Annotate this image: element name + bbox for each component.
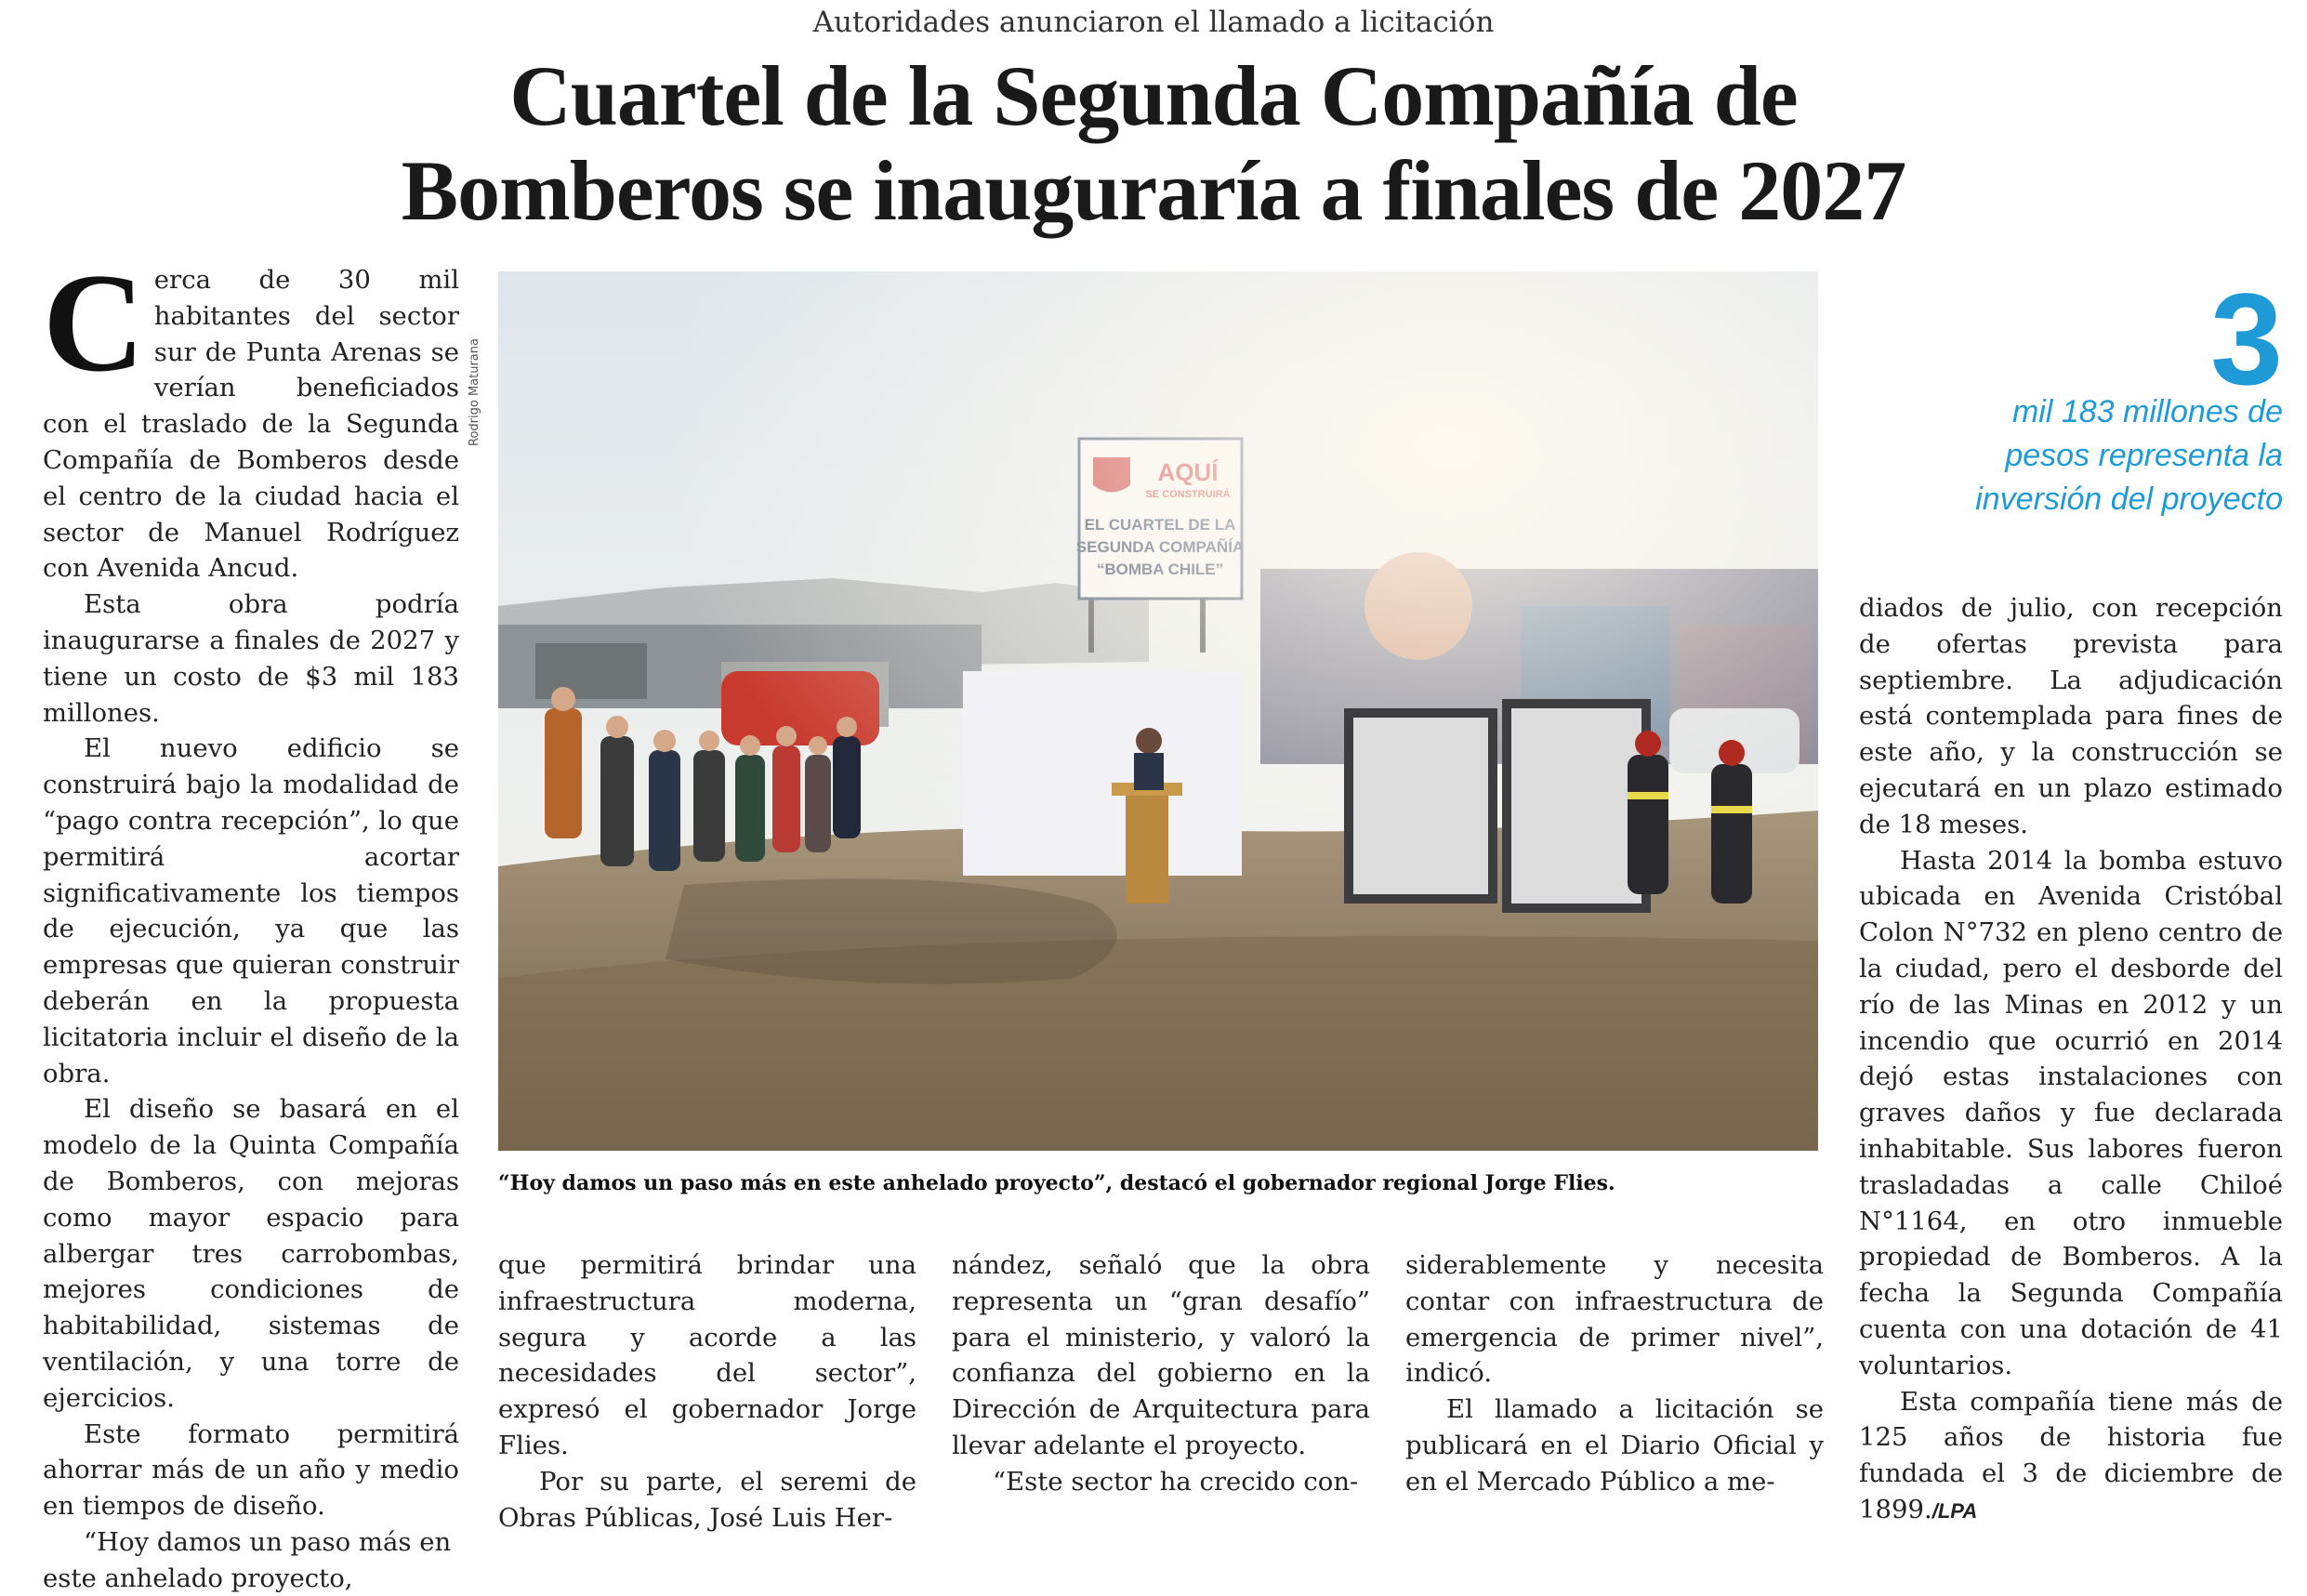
paragraph: diados de julio, con recepción de ofertas prevista para septiembre. La adjudicación está contemplada para fines de este año, y la construcción se ejecutará en un plazo estimado de 18 meses. xyxy=(1859,593,2283,839)
headline-line-1: Cuartel de la Segunda Compañía de xyxy=(509,48,1798,143)
headline-line-2: Bomberos se inauguraría a finales de 2027 xyxy=(401,143,1906,238)
paragraph xyxy=(43,244,459,587)
paragraph: “Hoy damos un paso más en este anhelado proyecto, xyxy=(43,1526,452,1593)
highlight-line-3: inversión del proyecto xyxy=(1975,481,2283,517)
paragraph: El llamado a licitación se publicará en el Diario Oficial y en el Mercado Público a me- xyxy=(1405,1394,1824,1497)
article-photo xyxy=(498,271,1818,1151)
paragraph: siderablemente y necesita contar con infraestructura de emergencia de primer nivel”, indicó. xyxy=(1405,1250,1824,1389)
article-column-3 xyxy=(952,1247,1370,1500)
highlight-text xyxy=(1850,390,2283,521)
paragraph xyxy=(1859,1384,2283,1530)
paragraph-text: Esta compañía tiene más de 125 años de historia fue fundada el 3 de diciembre de 1899. xyxy=(1859,1386,2283,1524)
paragraph: El diseño se basará en el modelo de la Quinta Compañía de Bomberos, con mejoras como mayor espacio para albergar tres carrobombas, mejores condiciones de habitabilidad, sistemas de ventilación, y una torre de ejercicios. xyxy=(43,1094,459,1413)
drop-cap: C xyxy=(43,244,145,401)
paragraph: Este formato permitirá ahorrar más de un año y medio en tiempos de diseño. xyxy=(43,1418,459,1522)
paragraph: “Este sector ha crecido con- xyxy=(993,1466,1359,1497)
kicker: Autoridades anunciaron el llamado a licitación xyxy=(812,6,1495,39)
photo-illustration xyxy=(498,271,1818,1151)
paragraph: Hasta 2014 la bomba estuvo ubicada en Avenida Cristóbal Colon N°732 en pleno centro de la ciudad, pero el desborde del río de las Minas en 2012 y un incendio que ocurrió en 2014 dejó estas instalaciones con graves daños y fue declarada inhabitable. Sus labores fueron trasladadas a calle Chiloé N°1164, en otro inmueble propiedad de Bomberos. A la fecha la Segunda Compañía cuenta con una dotación de 41 voluntarios. xyxy=(1859,845,2283,1380)
paragraph-text: erca de 30 mil habitantes del sector sur de Punta Arenas se verían beneficiados con el traslado de la Segunda Compañía de Bomberos desde el centro de la ciudad hacia el sector de Manuel Rodríguez con Avenida Ancud. xyxy=(43,265,459,584)
article-column-1 xyxy=(43,244,459,1596)
paragraph: que permitirá brindar una infraestructura moderna, segura y acorde a las necesidades del sector”, expresó el gobernador Jorge Flies. xyxy=(498,1250,916,1460)
article-column-2 xyxy=(498,1247,916,1536)
article-column-4 xyxy=(1405,1247,1824,1500)
author-signature: /LPA xyxy=(1931,1498,1978,1523)
photo-caption: “Hoy damos un paso más en este anhelado proyecto”, destacó el gobernador regional Jorge Flies. xyxy=(498,1171,1615,1195)
headline xyxy=(0,48,2307,238)
highlight-line-1: mil 183 millones de xyxy=(2011,394,2283,429)
highlight-line-2: pesos representa la xyxy=(2005,438,2283,473)
photo-credit: Rodrigo Maturana xyxy=(468,338,481,446)
paragraph: Esta obra podría inaugurarse a finales de 2027 y tiene un costo de $3 mil 183 millones. xyxy=(43,589,459,728)
highlight-number: 3 xyxy=(2210,266,2283,412)
paragraph: Por su parte, el seremi de Obras Públicas, José Luis Her- xyxy=(498,1466,916,1533)
paragraph: El nuevo edificio se construirá bajo la modalidad de “pago contra recepción”, lo que permitirá acortar significativamente los tiempos de ejecución, ya que las empresas que quieran construir deberán en la propuesta licitatoria incluir el diseño de la obra. xyxy=(43,733,459,1088)
paragraph: nández, señaló que la obra representa un “gran desafío” para el ministerio, y valoró la confianza del gobierno en la Dirección de Arquitectura para llevar adelante el proyecto. xyxy=(952,1250,1370,1460)
article-column-5 xyxy=(1859,590,2283,1530)
